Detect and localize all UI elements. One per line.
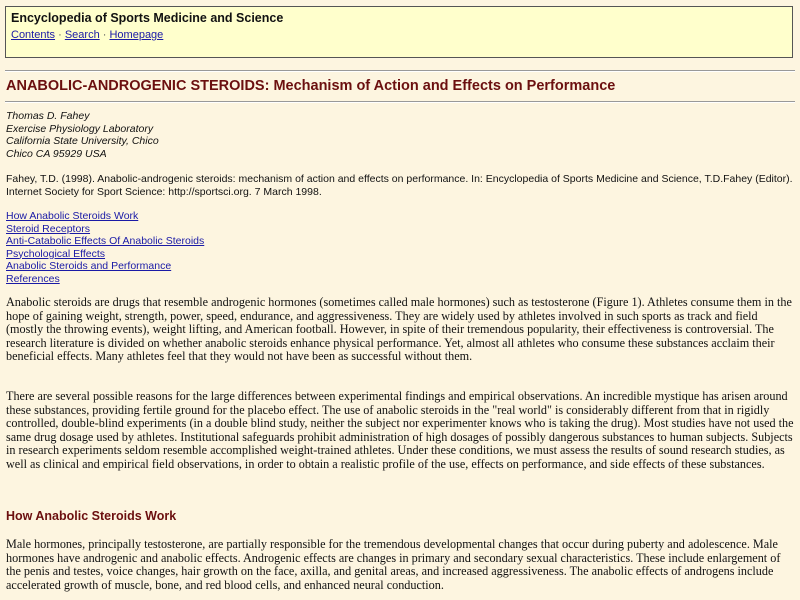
author-block — [6, 110, 159, 160]
author-university: California State University, Chico — [6, 135, 159, 147]
citation-line: Fahey, T.D. (1998). Anabolic-androgenic steroids: mechanism of action and effects on performance. In: Encyclopedia of Sports Medicine and Science, T.D.Fahey (Editor). — [6, 173, 793, 185]
article-title: ANABOLIC-ANDROGENIC STEROIDS: Mechanism of Action and Effects on Performance — [6, 78, 616, 94]
citation-line: Internet Society for Sport Science: http://sportsci.org. 7 March 1998. — [6, 185, 322, 198]
author-name: Thomas D. Fahey — [6, 110, 90, 122]
body-paragraph: Male hormones, principally testosterone, are partially responsible for the tremendous developmental changes that occur during puberty and adolescence. Male hormones have androgenic and anabolic effects. Androgenic effects are changes in primary and secondary sexual characteristics. These include enlargement of the penis and testes, voice changes, hair growth on the face, axilla, and genital areas, and increased aggressiveness. The anabolic effects of androgens include accelerated growth of muscle, bone, and red blood cells, and enhanced neural conduction. — [6, 537, 781, 592]
divider-title — [5, 101, 795, 103]
citation — [6, 173, 796, 198]
nav-separator: · — [58, 29, 62, 41]
toc-link-anti-catabolic[interactable]: Anti-Catabolic Effects Of Anabolic Steroids — [6, 235, 205, 247]
toc-link-references[interactable]: References — [6, 272, 60, 285]
toc-link-steroid-receptors[interactable]: Steroid Receptors — [6, 222, 91, 235]
nav-link-homepage[interactable]: Homepage — [109, 29, 164, 41]
nav-separator: · — [102, 29, 107, 41]
section-heading: How Anabolic Steroids Work — [6, 509, 177, 523]
body-paragraph: Anabolic steroids are drugs that resemble androgenic hormones (sometimes called male hormones) such as testosterone (Figure 1). Athletes consume them in the hope of gaining weight, strength, power, speed, endurance, and aggressiveness. They are widely used by athletes involved in such sports as track and field (mostly the throwing events), weight lifting, and American football. However, in spite of their tremendous popularity, their effectiveness is controversial. The research literature is divided on whether anabolic steroids enhance physical performance. Yet, almost all athletes who consume these substances acclaim their beneficial effects. Many athletes feel that they would not have been as successful without them. — [6, 295, 792, 363]
nav-link-contents[interactable]: Contents — [11, 29, 56, 41]
site-title: Encyclopedia of Sports Medicine and Science — [11, 11, 284, 25]
divider-top — [5, 70, 795, 72]
site-header — [5, 6, 793, 58]
body-paragraph: There are several possible reasons for the large differences between experimental findings and empirical observations. An incredible mystique has arisen around these substances, providing fertile ground for the placebo effect. The use of anabolic steroids in the "real world" is considerably different from that in rigidly controlled, double-blind experiments (in a double blind study, neither the subject nor experimenter knows who is taking the drug). Most studies have not used the same drug dosage used by athletes. Institutional safeguards prohibit administration of high dosages of possibly dangerous substances to human subjects. Subjects in research experiments seldom resemble accomplished weight-trained athletes. Under these conditions, we must assess the results of sound research studies, as well as clinical and empirical field observations, in order to obtain a realistic profile of the use, effects on performance, and side effects of these substances. — [6, 389, 794, 471]
site-nav — [11, 29, 163, 41]
nav-link-search[interactable]: Search — [64, 29, 100, 41]
toc-link-how-steroids-work[interactable]: How Anabolic Steroids Work — [6, 210, 139, 222]
toc-link-performance[interactable]: Anabolic Steroids and Performance — [6, 260, 172, 272]
author-lab: Exercise Physiology Laboratory — [6, 122, 154, 135]
toc-link-psychological[interactable]: Psychological Effects — [6, 247, 106, 260]
author-address: Chico CA 95929 USA — [6, 147, 107, 160]
table-of-contents — [6, 210, 204, 285]
